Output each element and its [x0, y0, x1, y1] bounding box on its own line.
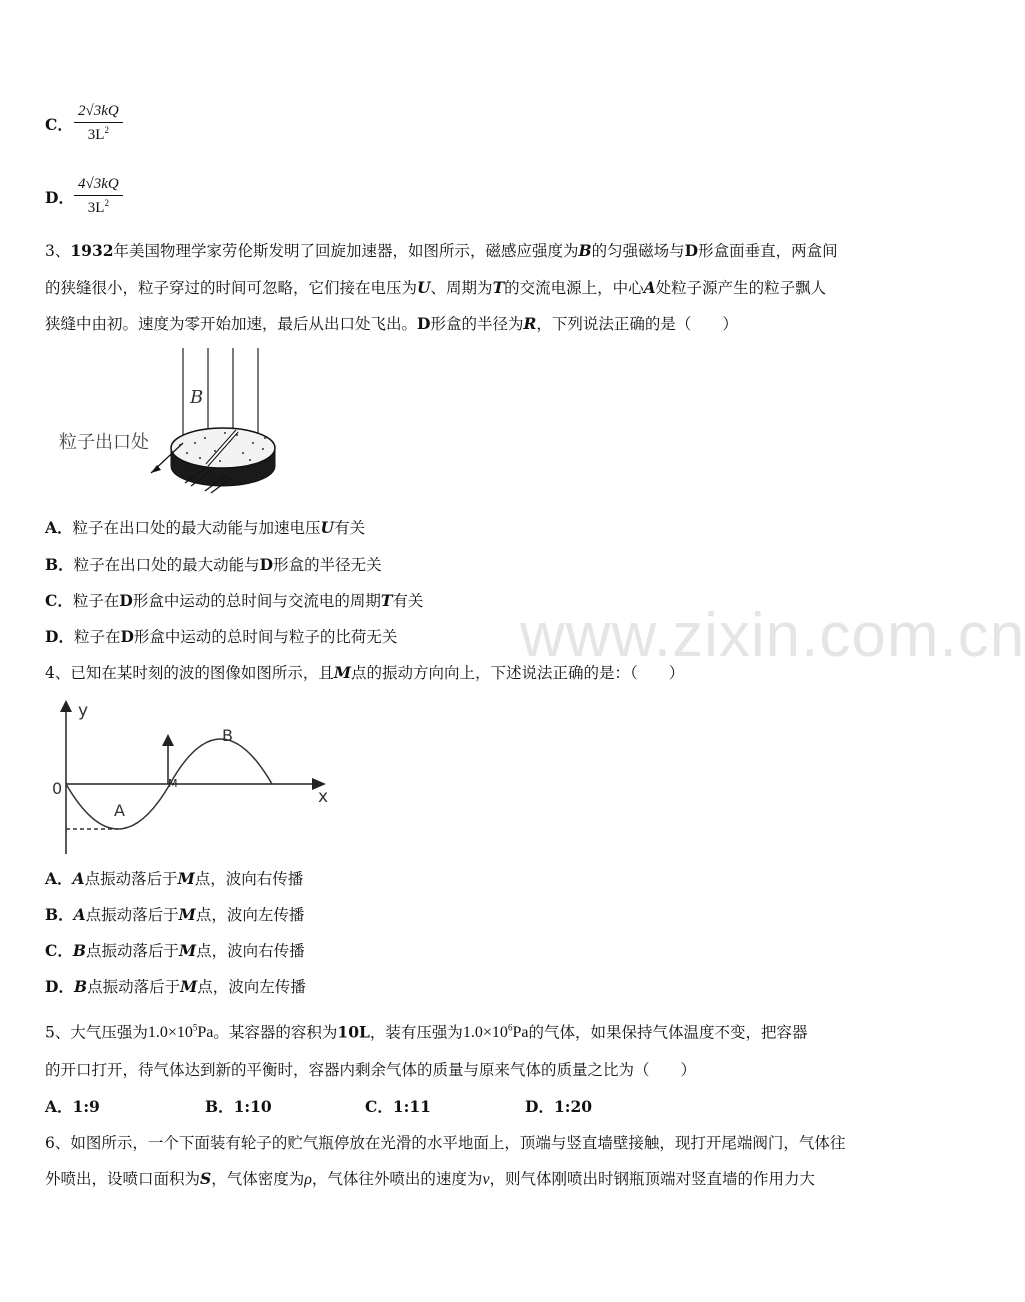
var-v: v — [482, 1171, 490, 1188]
wave-figure — [50, 696, 340, 861]
text: 外喷出，设喷口面积为 — [45, 1170, 201, 1188]
option-letter: C． — [45, 591, 73, 610]
q6-stem-line1: 6、如图所示，一个下面装有轮子的贮气瓶停放在光滑的水平地面上，顶端与竖直墙壁接触，现打开尾端阀门，气体往 — [45, 1134, 846, 1152]
p1-base: 1.0×10 — [147, 1024, 193, 1042]
var-a: A — [643, 278, 656, 297]
fraction-denominator — [74, 123, 123, 144]
text: 点振动落后于 — [84, 870, 178, 888]
q5-option-d — [525, 1097, 592, 1117]
x-label: x — [318, 787, 329, 807]
option-letter: A． — [45, 1097, 73, 1116]
q4-option-a — [45, 869, 303, 889]
text: 5、大气压强为 — [45, 1023, 148, 1042]
q2-option-c — [45, 115, 73, 135]
origin-label: 0 — [52, 779, 63, 798]
q5-stem-line2: 的开口打开，待气体达到新的平衡时，容器内剩余气体的质量与原来气体的质量之比为（ ） — [45, 1061, 697, 1079]
option-value: 1:11 — [392, 1097, 431, 1116]
den-exponent: 2 — [104, 198, 109, 208]
q5-option-b — [205, 1097, 272, 1117]
var-point: A — [72, 869, 85, 888]
figure-label-b: B — [190, 387, 204, 408]
option-letter: D． — [45, 977, 74, 996]
option-letter: A． — [45, 869, 73, 888]
var-d: D — [684, 241, 699, 260]
q5-options — [45, 1097, 100, 1117]
y-label: y — [78, 701, 89, 721]
text: ，下列说法正确的是（ ） — [536, 315, 738, 333]
var-d: D — [120, 627, 134, 646]
text: 粒子在 — [73, 628, 121, 646]
text: 有关 — [392, 592, 424, 610]
var-u: U — [417, 278, 431, 297]
var-m: M — [178, 941, 197, 960]
var-m: M — [333, 663, 352, 682]
y-axis-arrow — [60, 700, 72, 712]
p2-base: 1.0×10 — [462, 1024, 508, 1042]
text: 4、已知在某时刻的波的图像如图所示，且 — [45, 664, 334, 682]
var-b: B — [578, 241, 592, 260]
a-label: A — [114, 801, 125, 820]
fraction-numerator: 4√3kQ — [74, 176, 123, 196]
p1-unit: Pa — [197, 1024, 214, 1042]
q5-option-a — [45, 1098, 100, 1116]
var-point: B — [72, 941, 86, 960]
q-number: 3、 — [45, 242, 71, 260]
text: 形盒中运动的总时间与粒子的比荷无关 — [133, 628, 398, 646]
text: 粒子在出口处的最大动能与加速电压 — [72, 519, 321, 537]
q4-option-b — [45, 905, 304, 925]
p2-exp: 6 — [507, 1023, 513, 1033]
q4-option-c — [45, 941, 305, 961]
option-letter: B． — [45, 905, 74, 924]
q3-stem-line2 — [45, 278, 826, 298]
var-u: U — [320, 518, 335, 537]
text: 的匀强磁场与 — [591, 242, 685, 260]
text: 点的振动方向向上，下述说法正确的是：（ ） — [351, 664, 685, 682]
option-letter: C． — [365, 1097, 393, 1116]
option-letter: B． — [205, 1097, 234, 1116]
option-letter: C． — [45, 941, 73, 960]
q3-stem-line1 — [45, 241, 838, 261]
text: 点，波向左传播 — [195, 906, 305, 924]
text: 形盒面垂直，两盒间 — [698, 242, 838, 260]
q3-option-a — [45, 518, 365, 538]
text: 、周期为 — [430, 279, 493, 297]
text: 点，波向右传播 — [196, 942, 305, 960]
option-value: 1:9 — [72, 1097, 100, 1116]
text: 处粒子源产生的粒子飘人 — [655, 279, 827, 297]
option-letter: D． — [45, 188, 74, 207]
q3-option-b — [45, 555, 382, 575]
den-exponent: 2 — [104, 125, 109, 135]
var-d: D — [417, 314, 431, 333]
var-point: A — [73, 905, 86, 924]
fraction-denominator — [74, 196, 123, 217]
text: 形盒的半径无关 — [273, 556, 382, 574]
var-s: S — [200, 1169, 212, 1188]
q2-option-d-fraction — [74, 176, 123, 217]
m-label: M — [168, 777, 178, 790]
text: 狭缝中由初。速度为零开始加速，最后从出口处飞出。 — [45, 315, 418, 333]
text: 年美国物理学家劳伦斯发明了回旋加速器，如图所示，磁感应强度为 — [113, 242, 579, 260]
text: 点振动落后于 — [85, 942, 179, 960]
q3-option-c — [45, 591, 423, 611]
den-base: 3L — [87, 200, 105, 216]
text: 。某容器的容积为 — [213, 1023, 338, 1042]
cyclotron-figure — [55, 343, 295, 503]
text: 点振动落后于 — [85, 906, 179, 924]
var-m: M — [180, 977, 198, 996]
var-rho: ρ — [304, 1171, 312, 1188]
text: 形盒的半径为 — [430, 315, 524, 333]
option-value: 1:20 — [553, 1097, 593, 1116]
option-letter: D． — [45, 627, 74, 646]
option-value: 1:10 — [233, 1097, 272, 1116]
volume: 10L — [337, 1022, 370, 1042]
p1-exp: 5 — [192, 1023, 198, 1033]
p2-unit: Pa — [512, 1024, 529, 1042]
var-m: M — [177, 869, 195, 888]
var-t: T — [492, 278, 505, 297]
pressure-1 — [148, 1024, 214, 1041]
q6-stem-line2 — [45, 1169, 815, 1190]
text: 形盒中运动的总时间与交流电的周期 — [132, 592, 381, 610]
option-letter: C． — [45, 115, 73, 134]
text: ，装有压强为 — [369, 1023, 463, 1042]
q3-option-d — [45, 627, 397, 647]
option-letter: B． — [45, 555, 74, 574]
option-letter: A． — [45, 518, 73, 537]
m-velocity-arrow-head — [162, 734, 174, 746]
fraction-numerator: 2√3kQ — [74, 103, 123, 123]
year: 1932 — [70, 241, 114, 260]
b-label: B — [222, 726, 233, 745]
text: 点振动落后于 — [87, 978, 181, 996]
q5-stem-line1 — [45, 1018, 807, 1043]
q2-option-c-fraction — [74, 103, 123, 144]
var-r: R — [523, 314, 537, 333]
text: 点，波向左传播 — [197, 978, 306, 996]
den-base: 3L — [87, 127, 105, 143]
text: 粒子在出口处的最大动能与 — [73, 556, 260, 574]
text: 粒子在 — [72, 592, 120, 610]
var-t: T — [380, 591, 393, 610]
figure-label-exit: 粒子出口处 — [59, 432, 149, 453]
exit-arrow-head — [151, 465, 161, 473]
var-m: M — [178, 905, 196, 924]
q4-stem — [45, 663, 684, 683]
var-d: D — [119, 591, 133, 610]
pressure-2 — [463, 1024, 529, 1041]
text: ，气体往外喷出的速度为 — [311, 1170, 483, 1188]
option-letter: D． — [525, 1097, 554, 1116]
text: 的气体，如果保持气体温度不变，把容器 — [528, 1023, 808, 1042]
q3-stem-line3 — [45, 314, 738, 334]
text: ，则气体刚喷出时钢瓶顶端对竖直墙的作用力大 — [489, 1170, 816, 1188]
var-point: B — [73, 977, 88, 996]
text: 点，波向右传播 — [194, 870, 304, 888]
text: 的狭缝很小，粒子穿过的时间可忽略，它们接在电压为 — [45, 279, 418, 297]
text: 的交流电源上，中心 — [504, 279, 644, 297]
q2-option-d — [45, 188, 74, 208]
q5-option-c — [365, 1097, 431, 1117]
watermark: www.zixin.com.cn — [520, 601, 1025, 670]
text: 有关 — [334, 519, 366, 537]
text: ，气体密度为 — [211, 1170, 305, 1188]
var-d: D — [259, 555, 274, 574]
q4-option-d — [45, 977, 306, 997]
